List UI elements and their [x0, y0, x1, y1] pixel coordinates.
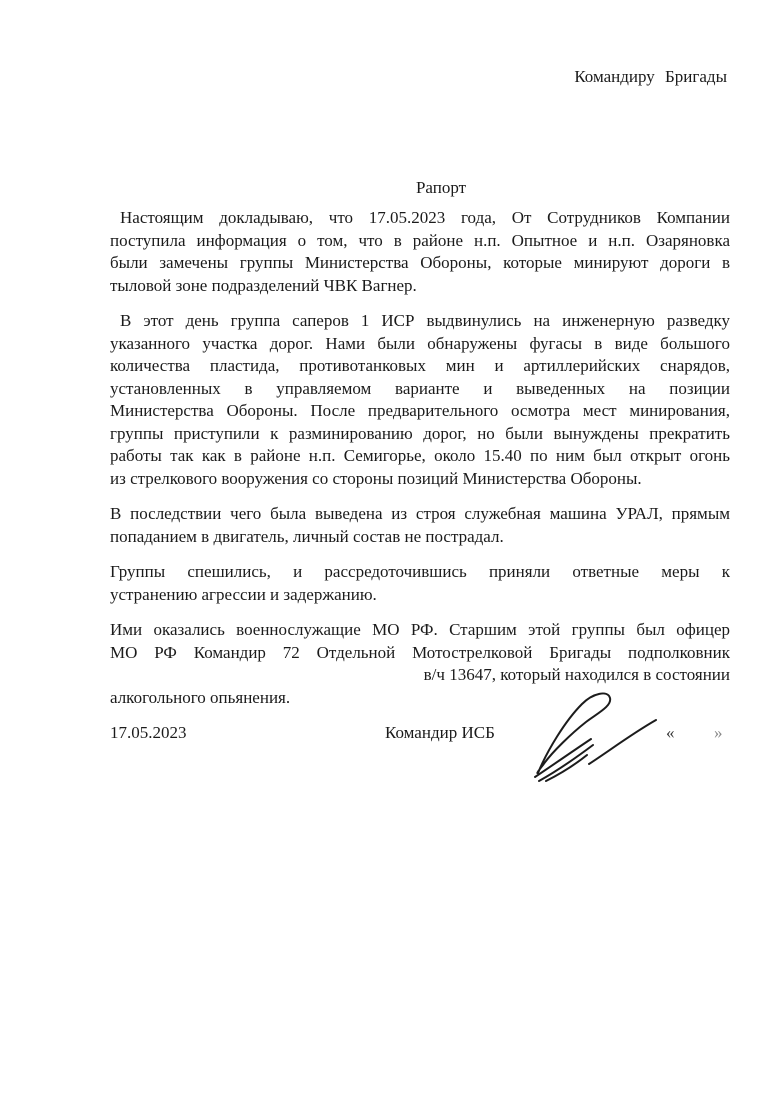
text-line: поступила информация о том, что в районе н.п. Опытное и н.п. Озаряновка	[110, 230, 730, 250]
text-line: Настоящим докладываю, что 17.05.2023 года, От Сотрудников Компании	[120, 208, 730, 227]
text-line: указанного участка дорог. Нами были обнаружены фугасы в виде большого	[110, 333, 730, 353]
closing-quote-mark: »	[714, 723, 723, 742]
paragraph-3	[110, 503, 730, 548]
text-line: установленных в управляемом варианте и выведенных на позиции	[110, 378, 730, 398]
addressee-line: Командиру Бригады	[574, 67, 727, 86]
opening-quote-mark: «	[666, 723, 675, 742]
text-line: МО РФ Командир 72 Отдельной Мотострелковой Бригады подполковник	[110, 642, 730, 662]
text-line: устранению агрессии и задержанию.	[110, 584, 377, 604]
text-line: в/ч 13647, который находился в состоянии	[423, 665, 730, 684]
handwritten-signature-icon	[525, 691, 665, 783]
paragraph-4	[110, 561, 730, 606]
signer-title: Командир ИСБ	[385, 723, 495, 742]
text-line: Группы спешились, и рассредоточившись приняли ответные меры к	[110, 562, 730, 581]
paragraph-2	[110, 310, 730, 490]
text-line: работы так как в районе н.п. Семигорье, около 15.40 по ним был открыт огонь	[110, 446, 730, 465]
text-line: тыловой зоне подразделений ЧВК Вагнер.	[110, 275, 417, 295]
text-line: группы приступили к разминированию дорог, но были вынуждены прекратить	[110, 423, 730, 443]
report-body	[110, 207, 730, 709]
text-line: из стрелкового вооружения со стороны позиций Министерства Обороны.	[110, 468, 642, 488]
text-line: В этот день группа саперов 1 ИСР выдвинулись на инженерную разведку	[120, 311, 730, 330]
text-line: были замечены группы Министерства Обороны, которые минируют дороги в	[110, 253, 730, 272]
text-line: В последствии чего была выведена из строя служебная машина УРАЛ, прямым	[110, 504, 730, 523]
text-line: алкогольного опьянения.	[110, 687, 291, 707]
paragraph-1	[110, 207, 730, 297]
text-line: Ими оказались военнослужащие МО РФ. Старшим этой группы был офицер	[110, 620, 730, 639]
text-line: попаданием в двигатель, личный состав не пострадал.	[110, 526, 504, 546]
text-line: количества пластида, противотанковых мин и артиллерийских снарядов,	[110, 356, 730, 375]
document-title: Рапорт	[415, 177, 467, 197]
report-date: 17.05.2023	[110, 723, 187, 742]
text-line: Министерства Обороны. После предварительного осмотра мест минирования,	[110, 401, 730, 420]
signature-row	[110, 722, 730, 745]
